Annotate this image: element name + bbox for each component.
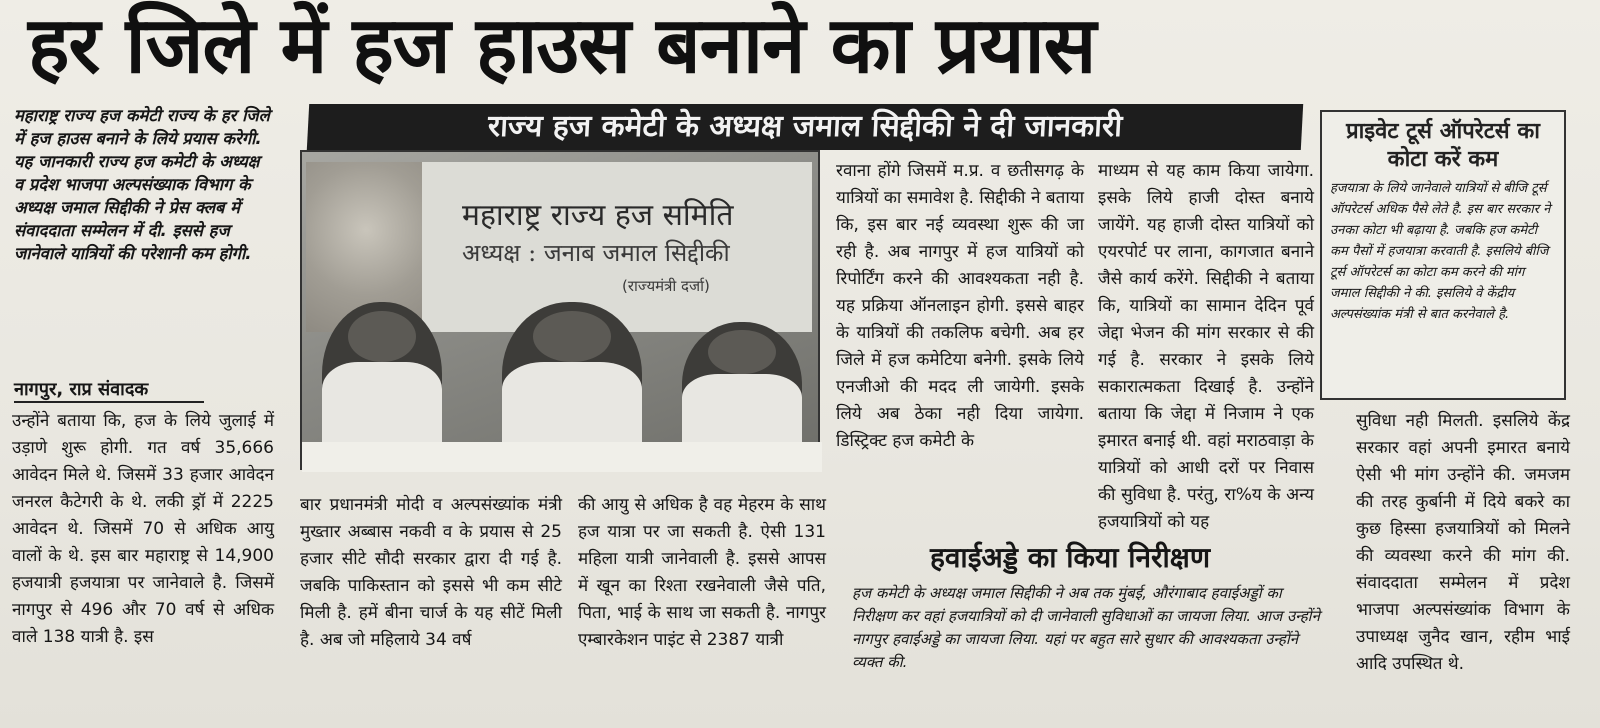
sidebar-title: प्राइवेट टूर्स ऑपरेटर्स का कोटा करें कम (1346, 119, 1540, 172)
article-column-2: बार प्रधानमंत्री मोदी व अल्पसंख्यांक मंत्री मुख्तार अब्बास नकवी व के प्रयास से 25 हजार सीटे सौदी सरकार द्वारा दी गई है. जबकि पाकिस्तान को इससे भी कम सीटे मिली है. हमें बीना चार्ज के यह सीटें मिली है. अब जो महिलाये 34 वर्ष (300, 495, 562, 650)
section-body: हज कमेटी के अध्यक्ष जमाल सिद्दीकी ने अब तक मुंबई, औरंगाबाद हवाईअड्डों का निरीक्षण कर वहां हजयात्रियों को दी जानेवाली सुविधाओं का जायजा लिया. आज उन्होंने नागपुर हवाईअड्डे का जायजा लिया. यहां पर बहुत सारे सुधार की आवश्यकता उन्होंने व्यक्त की. (852, 584, 1320, 671)
person-left (322, 302, 442, 452)
headline: हर जिले में हज हाउस बनाने का प्रयास (28, 1, 1096, 91)
dateline: नागपुर, राप्र संवादक (14, 377, 204, 403)
subheadline-bar: राज्य हज कमेटी के अध्यक्ष जमाल सिद्दीकी ने दी जानकारी (307, 104, 1303, 150)
person-right (682, 322, 802, 452)
section-title: हवाईअड्डे का किया निरीक्षण (930, 541, 1211, 574)
banner-title: महाराष्ट्र राज्य हज समिति (462, 198, 734, 233)
banner-subtitle: अध्यक्ष : जनाब जमाल सिद्दीकी (462, 239, 730, 267)
sidebar-box (1320, 110, 1566, 400)
article-column-4: रवाना होंगे जिसमें म.प्र. व छतीसगढ़ के यात्रियों का समावेश है. सिद्दीकी ने बताया कि, इस बार नई व्यवस्था शुरू की जा रही है. अब नागपुर में हज यात्रियों को रिपोर्टिंग करने की आवश्यकता नही है. यह प्रक्रिया ऑनलाइन होगी. इससे बाहर के यात्रियों की तकलिफ बचेगी. अब हर जिले में हज कमेटिया बनेगी. इसके लिये एनजीओ की मदद ली जायेगी. इसके लिये अब ठेका नही दिया जायेगा. डिस्ट्रिक्ट हज कमेटी के (836, 161, 1084, 451)
article-column-1: उन्होंने बताया कि, हज के लिये जुलाई में उड़ाणे शुरू होगी. गत वर्ष 35,666 आवेदन मिले थे. जिसमें 33 हजार आवेदन जनरल कैटेगरी के थे. लकी ड्रॉ में 2225 आवेदन थे. जिसमें 70 से अधिक आयु वालों के थे. इस बार महाराष्ट्र से 14,900 हजयात्री हजयात्रा पर जानेवाले है. जिसमें नागपुर से 496 और 70 वर्ष से अधिक वाले 138 यात्री है. इस (12, 411, 274, 647)
article-column-5: माध्यम से यह काम किया जायेगा. इसके लिये हाजी दोस्त बनाये जायेंगे. यह हाजी दोस्त यात्रियों को एयरपोर्ट पर लाना, कागजात बनाने जैसे कार्य करेंगे. सिद्दीकी ने बताया कि, यात्रियों का सामान देदिन पूर्व जेद्दा भेजन की मांग सरकार से की गई है. सरकार ने इसके लिये सकारात्मकता दिखाई है. उन्होंने बताया कि जेद्दा में निजाम ने एक इमारत बनाई थी. वहां मराठवाड़ा के यात्रियों को आधी दरों पर निवास की सुविधा है. परंतु, रा%य के अन्य हजयात्रियों को यह (1098, 161, 1314, 532)
sidebar-body: हजयात्रा के लिये जानेवाले यात्रियों से बीजि टूर्स ऑपरेटर्स अधिक पैसे लेते है. इस बार सरकार ने उनका कोटा भी बढ़ाया है. जबकि हज कमेटी कम पैसों में हजयात्रा करवाती है. इसलिये बीजि टूर्स ऑपरेटर्स का कोटा कम करने की मांग जमाल सिद्दीकी ने की. इसलिये वे केंद्रीय अल्पसंख्यांक मंत्री से बात करनेवाले है. (1330, 181, 1551, 322)
photo-banner (422, 162, 812, 332)
press-conference-photo (300, 150, 820, 470)
article-column-6: सुविधा नही मिलती. इसलिये केंद्र सरकार वहां अपनी इमारत बनाये ऐसी भी मांग उन्होंने की. जमजम की तरह कुर्बानी में दिये बकरे का कुछ हिस्सा हजयात्रियों को मिलने की व्यवस्था करने की मांग की. संवाददाता सम्मेलन में प्रदेश भाजपा अल्पसंख्यांक विभाग के उपाध्यक्ष जुनैद खान, रहीम भाई आदि उपस्थित थे. (1356, 411, 1570, 674)
press-table (302, 442, 822, 472)
banner-note: (राज्यमंत्री दर्जा) (622, 277, 710, 295)
article-column-3: की आयु से अधिक है वह मेहरम के साथ हज यात्रा पर जा सकती है. ऐसी 131 महिला यात्री जानेवाली है. इससे आपस में खून का रिश्ता रखनेवाली जैसे पति, पिता, भाई के साथ जा सकती है. नागपुर एम्बारकेशन पाइंट से 2387 यात्री (578, 495, 826, 650)
intro-summary: महाराष्ट्र राज्य हज कमेटी राज्य के हर जिले में हज हाउस बनाने के लिये प्रयास करेगी. यह जानकारी राज्य हज कमेटी के अध्यक्ष व प्रदेश भाजपा अल्पसंख्याक विभाग के अध्यक्ष जमाल सिद्दीकी ने प्रेस क्लब में संवाददाता सम्मेलन में दी. इससे हज जानेवाले यात्रियों की परेशानी कम होगी. (14, 106, 270, 263)
person-center (502, 302, 642, 452)
